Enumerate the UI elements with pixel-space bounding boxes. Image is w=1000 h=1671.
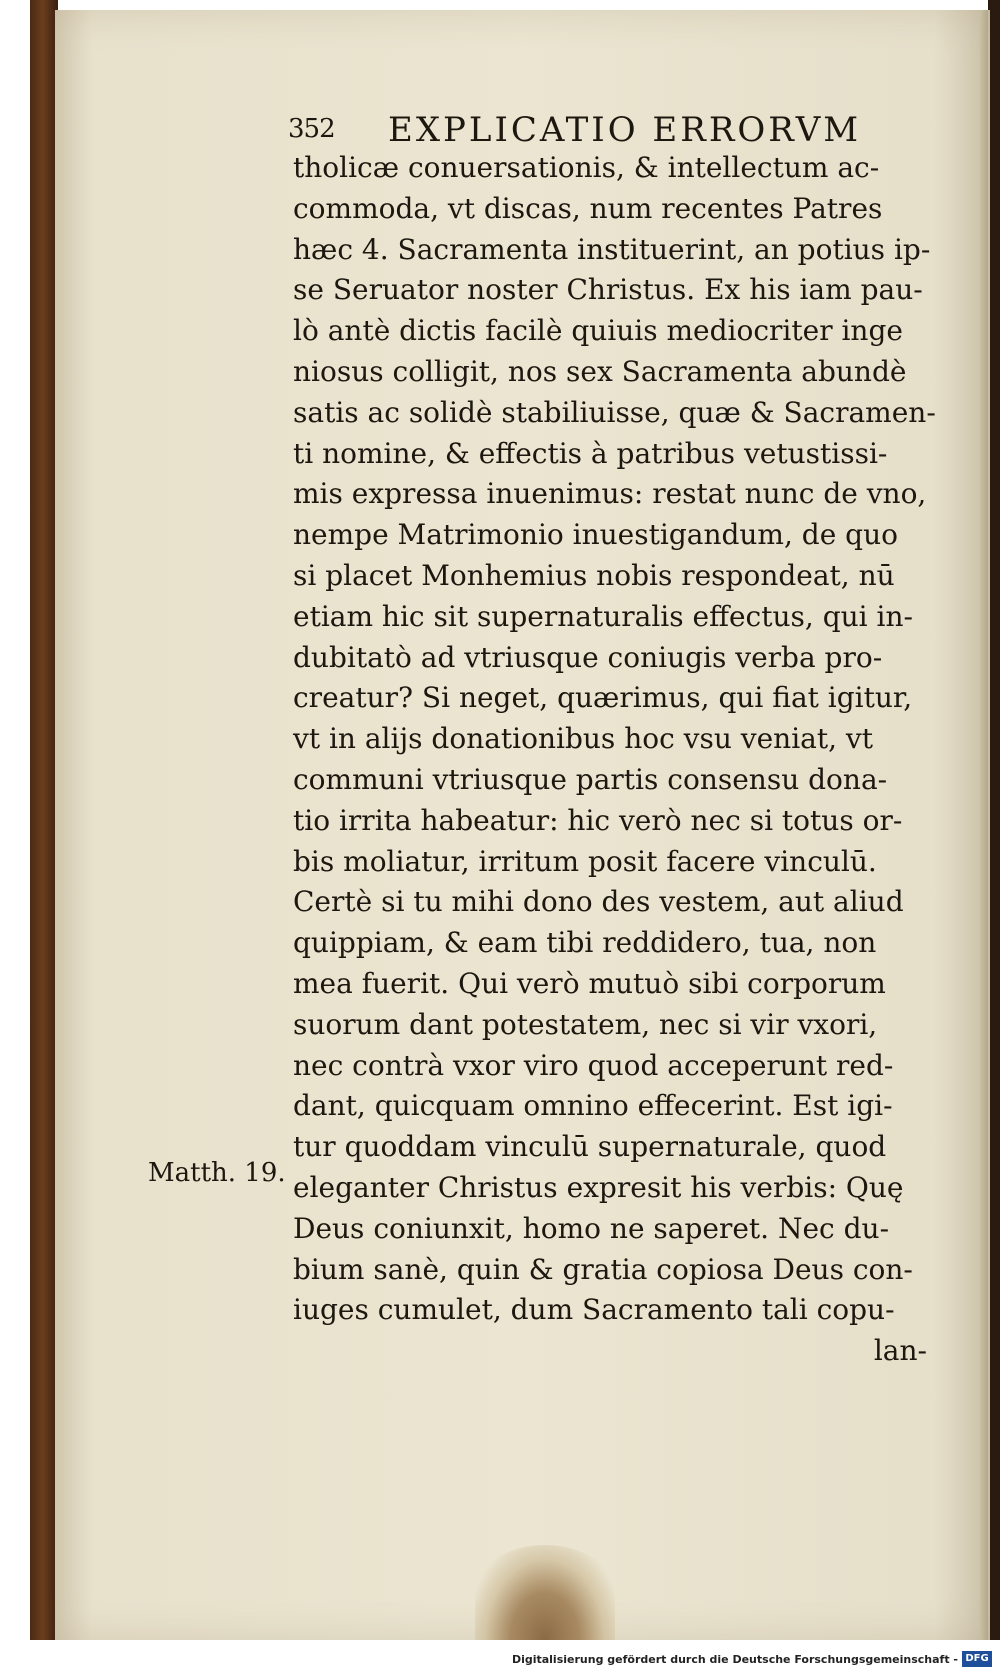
text-line: bium sanè, quin & gratia copiosa Deus con- [293, 1252, 913, 1286]
text-line: iuges cumulet, dum Sacramento tali copu- [293, 1293, 895, 1327]
text-line: tur quoddam vinculū supernaturale, quod [293, 1130, 887, 1164]
dfg-logo: DFG [962, 1651, 992, 1667]
page-edge [980, 10, 988, 1640]
text-line: nec contrà vxor viro quod acceperunt red- [293, 1048, 894, 1082]
text-line: mis expressa inuenimus: restat nunc de vno, [293, 477, 927, 511]
page-number: 352 [288, 114, 335, 144]
book-cover-left [30, 0, 58, 1640]
text-line: commoda, vt discas, num recentes Patres [293, 191, 883, 225]
marginal-reference: Matth. 19. [148, 1158, 286, 1188]
text-line: bis moliatur, irritum posit facere vinculū. [293, 844, 877, 878]
text-line: vt in alijs donationibus hoc vsu veniat, vt [293, 722, 873, 756]
text-line: nempe Matrimonio inuestigandum, de quo [293, 518, 898, 552]
text-line: quippiam, & eam tibi reddidero, tua, non [293, 926, 877, 960]
text-line: creatur? Si neget, quærimus, qui fiat igitur, [293, 681, 913, 715]
text-line: lò antè dictis facilè quiuis mediocriter inge [293, 314, 903, 348]
funding-credit: Digitalisierung gefördert durch die Deutsche Forschungsgemeinschaft - [511, 1653, 958, 1666]
text-line: niosus colligit, nos sex Sacramenta abundè [293, 354, 907, 388]
body-text [293, 148, 936, 1372]
text-line: communi vtriusque partis consensu dona- [293, 762, 888, 796]
text-line: eleganter Christus expresit his verbis: Quę [293, 1170, 904, 1204]
text-line: satis ac solidè stabiliuisse, quæ & Sacramen- [293, 395, 936, 429]
text-line: dant, quicquam omnino effecerint. Est igi- [293, 1089, 893, 1123]
text-line: tio irrita habeatur: hic verò nec si totus or- [293, 803, 903, 837]
text-line: mea fuerit. Qui verò mutuò sibi corporum [293, 966, 886, 1000]
text-line: Deus coniunxit, homo ne saperet. Nec du- [293, 1211, 890, 1245]
catchword: lan- [873, 1334, 927, 1368]
text-line: Certè si tu mihi dono des vestem, aut aliud [293, 885, 904, 919]
text-line: hæc 4. Sacramenta instituerint, an potius ip- [293, 232, 931, 266]
text-line: suorum dant potestatem, nec si vir vxori, [293, 1007, 878, 1041]
running-head: EXPLICATIO ERRORVM [388, 110, 862, 150]
text-line: etiam hic sit supernaturalis effectus, qui in- [293, 599, 913, 633]
text-line: dubitatò ad vtriusque coniugis verba pro- [293, 640, 883, 674]
text-line: se Seruator noster Christus. Ex his iam pau- [293, 273, 923, 307]
text-line: ti nomine, & effectis à patribus vetustissi- [293, 436, 888, 470]
text-line: tholicæ conuersationis, & intellectum ac- [293, 151, 880, 184]
text-line: si placet Monhemius nobis respondeat, nū [293, 558, 895, 592]
page-stain [475, 1545, 615, 1640]
